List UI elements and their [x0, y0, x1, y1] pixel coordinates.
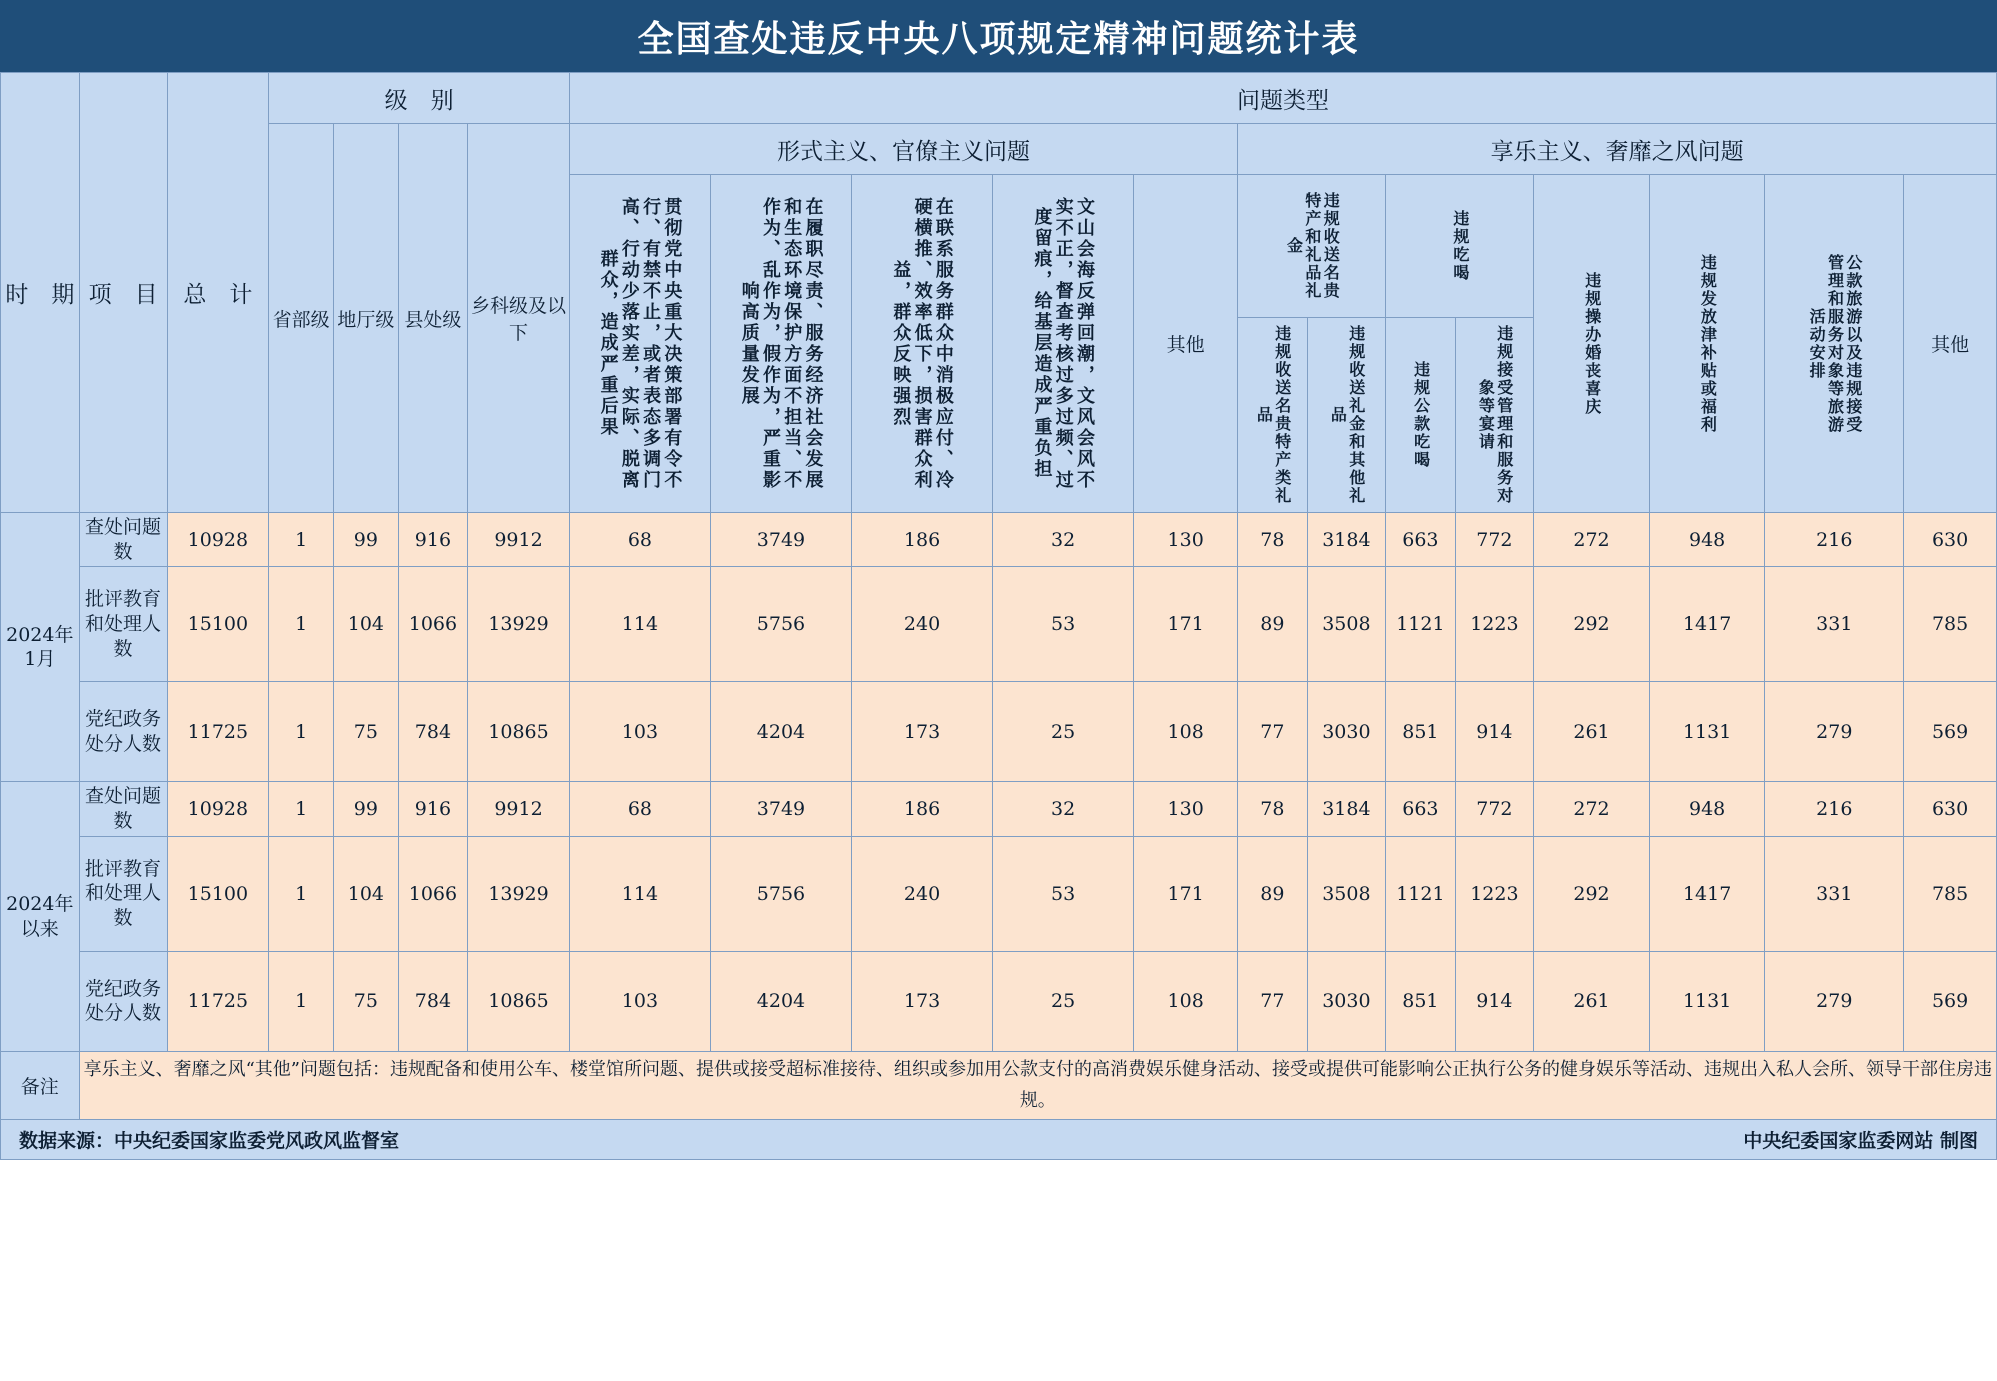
cell: 10865 — [468, 682, 570, 782]
cell: 785 — [1904, 836, 1997, 951]
cell: 9912 — [468, 513, 570, 567]
cell: 292 — [1534, 567, 1650, 682]
cell: 1 — [269, 836, 334, 951]
cell: 240 — [852, 836, 993, 951]
cell-total: 10928 — [167, 513, 269, 567]
footer — [0, 1120, 1997, 1160]
cell: 104 — [334, 836, 399, 951]
row-label: 查处问题数 — [79, 513, 167, 567]
cell: 104 — [334, 567, 399, 682]
cell: 785 — [1904, 567, 1997, 682]
header-total: 总 计 — [167, 73, 269, 513]
cell: 99 — [334, 782, 399, 836]
cell: 3030 — [1307, 682, 1386, 782]
table-row — [1, 836, 1997, 951]
cell: 77 — [1238, 951, 1307, 1051]
cell: 53 — [993, 567, 1134, 682]
cell: 851 — [1386, 682, 1455, 782]
cell: 75 — [334, 682, 399, 782]
cell: 331 — [1765, 567, 1904, 682]
header-formalism-1: 贯彻党中央重大决策部署有令不行、有禁不止，或者表态多调门高、行动少落实差，实际、脱离群众，造成严重后果 — [569, 175, 710, 513]
row-label: 党纪政务处分人数 — [79, 951, 167, 1051]
cell: 1066 — [398, 836, 467, 951]
cell: 1131 — [1649, 682, 1765, 782]
cell: 78 — [1238, 782, 1307, 836]
header-period: 时 期 — [1, 73, 80, 513]
header-formalism-other: 其他 — [1134, 175, 1238, 513]
row-label: 查处问题数 — [79, 782, 167, 836]
cell: 3508 — [1307, 567, 1386, 682]
cell: 916 — [398, 513, 467, 567]
table-row — [1, 951, 1997, 1051]
header-hedonism-allowance: 违规发放津补贴或福利 — [1649, 175, 1765, 513]
cell-total: 10928 — [167, 782, 269, 836]
period-label-2: 2024年以来 — [1, 782, 80, 1051]
cell: 108 — [1134, 951, 1238, 1051]
header-gift-specialty: 违规收送名贵特产类礼品 — [1238, 318, 1307, 513]
header-hedonism-wedding: 违规操办婚丧喜庆 — [1534, 175, 1650, 513]
cell: 3749 — [710, 782, 851, 836]
cell: 68 — [569, 782, 710, 836]
cell: 78 — [1238, 513, 1307, 567]
cell: 1 — [269, 567, 334, 682]
header-group-hedonism: 享乐主义、奢靡之风问题 — [1238, 124, 1997, 175]
header-problem-type: 问题类型 — [569, 73, 1996, 124]
row-label: 批评教育和处理人数 — [79, 836, 167, 951]
cell: 784 — [398, 951, 467, 1051]
header-hedonism-gift-group: 违规收送名贵特产和礼品礼金 — [1238, 175, 1386, 318]
cell: 1417 — [1649, 836, 1765, 951]
cell: 10865 — [468, 951, 570, 1051]
cell: 186 — [852, 782, 993, 836]
header-eat-public-funds: 违规公款吃喝 — [1386, 318, 1455, 513]
note-text: 享乐主义、奢靡之风“其他”问题包括：违规配备和使用公车、楼堂馆所问题、提供或接受超标准接待、组织或参加用公款支付的高消费娱乐健身活动、接受或提供可能影响公正执行公务的健身娱乐等活动、违规出入私人会所、领导干部住房违规。 — [79, 1051, 1996, 1119]
cell: 569 — [1904, 951, 1997, 1051]
footer-source: 数据来源：中央纪委国家监委党风政风监督室 — [19, 1129, 400, 1152]
cell: 130 — [1134, 513, 1238, 567]
cell: 89 — [1238, 567, 1307, 682]
cell: 261 — [1534, 682, 1650, 782]
table-row — [1, 782, 1997, 836]
cell: 914 — [1455, 682, 1534, 782]
statistics-table — [0, 72, 1997, 1120]
cell: 914 — [1455, 951, 1534, 1051]
cell: 114 — [569, 836, 710, 951]
cell: 569 — [1904, 682, 1997, 782]
cell: 279 — [1765, 951, 1904, 1051]
cell: 68 — [569, 513, 710, 567]
cell: 240 — [852, 567, 993, 682]
cell: 99 — [334, 513, 399, 567]
row-label: 党纪政务处分人数 — [79, 682, 167, 782]
cell-total: 15100 — [167, 836, 269, 951]
cell: 1066 — [398, 567, 467, 682]
cell: 851 — [1386, 951, 1455, 1051]
header-hedonism-other: 其他 — [1904, 175, 1997, 513]
table-row — [1, 682, 1997, 782]
cell: 75 — [334, 951, 399, 1051]
cell: 663 — [1386, 782, 1455, 836]
period-label-1: 2024年1月 — [1, 513, 80, 782]
cell: 3508 — [1307, 836, 1386, 951]
cell: 1223 — [1455, 567, 1534, 682]
cell: 103 — [569, 951, 710, 1051]
cell: 261 — [1534, 951, 1650, 1051]
cell: 279 — [1765, 682, 1904, 782]
footer-credit: 中央纪委国家监委网站 制图 — [1743, 1129, 1978, 1152]
header-level-xiangke: 乡科级及以下 — [468, 124, 570, 513]
cell: 272 — [1534, 513, 1650, 567]
header-hedonism-travel: 公款旅游以及违规接受管理和服务对象等旅游活动安排 — [1765, 175, 1904, 513]
cell: 13929 — [468, 567, 570, 682]
cell: 216 — [1765, 782, 1904, 836]
cell: 173 — [852, 951, 993, 1051]
cell: 784 — [398, 682, 467, 782]
cell: 108 — [1134, 682, 1238, 782]
cell: 1 — [269, 782, 334, 836]
cell: 1121 — [1386, 836, 1455, 951]
cell: 13929 — [468, 836, 570, 951]
cell: 4204 — [710, 951, 851, 1051]
cell-total: 11725 — [167, 682, 269, 782]
cell: 103 — [569, 682, 710, 782]
cell: 9912 — [468, 782, 570, 836]
header-hedonism-eat-group: 违规吃喝 — [1386, 175, 1534, 318]
cell: 331 — [1765, 836, 1904, 951]
cell: 171 — [1134, 836, 1238, 951]
cell: 130 — [1134, 782, 1238, 836]
cell: 630 — [1904, 513, 1997, 567]
cell: 1 — [269, 951, 334, 1051]
header-formalism-4: 文山会海反弹回潮，文风会风不实不正，督查考核过多过频、过度留痕，给基层造成严重负担 — [993, 175, 1134, 513]
cell: 171 — [1134, 567, 1238, 682]
header-group-formalism: 形式主义、官僚主义问题 — [569, 124, 1237, 175]
page-title: 全国查处违反中央八项规定精神问题统计表 — [0, 0, 1997, 72]
cell: 77 — [1238, 682, 1307, 782]
cell: 1 — [269, 682, 334, 782]
cell: 3184 — [1307, 782, 1386, 836]
cell: 25 — [993, 951, 1134, 1051]
header-formalism-3: 在联系服务群众中消极应付、冷硬横推、效率低下，损害群众利益，群众反映强烈 — [852, 175, 993, 513]
cell: 1121 — [1386, 567, 1455, 682]
cell: 630 — [1904, 782, 1997, 836]
header-item: 项 目 — [79, 73, 167, 513]
cell: 1131 — [1649, 951, 1765, 1051]
cell: 173 — [852, 682, 993, 782]
cell: 3184 — [1307, 513, 1386, 567]
cell: 89 — [1238, 836, 1307, 951]
header-eat-banquet: 违规接受管理和服务对象等宴请 — [1455, 318, 1534, 513]
header-level-xianchu: 县处级 — [398, 124, 467, 513]
header-level-sheng: 省部级 — [269, 124, 334, 513]
table-row — [1, 567, 1997, 682]
cell: 114 — [569, 567, 710, 682]
row-label: 批评教育和处理人数 — [79, 567, 167, 682]
cell: 25 — [993, 682, 1134, 782]
cell: 1223 — [1455, 836, 1534, 951]
cell: 772 — [1455, 513, 1534, 567]
header-level-diting: 地厅级 — [334, 124, 399, 513]
cell: 948 — [1649, 782, 1765, 836]
table-row — [1, 513, 1997, 567]
cell: 1 — [269, 513, 334, 567]
cell: 292 — [1534, 836, 1650, 951]
cell: 772 — [1455, 782, 1534, 836]
cell: 4204 — [710, 682, 851, 782]
cell: 272 — [1534, 782, 1650, 836]
cell-total: 15100 — [167, 567, 269, 682]
header-row-groups — [1, 124, 1997, 175]
cell: 5756 — [710, 567, 851, 682]
cell: 32 — [993, 782, 1134, 836]
cell: 663 — [1386, 513, 1455, 567]
header-level-group: 级 别 — [269, 73, 570, 124]
header-row-top — [1, 73, 1997, 124]
note-label: 备注 — [1, 1051, 80, 1119]
header-formalism-2: 在履职尽责、服务经济社会发展和生态环境保护方面不担当、不作为、乱作为，假作为，严重影响高质量发展 — [710, 175, 851, 513]
cell: 3749 — [710, 513, 851, 567]
note-row — [1, 1051, 1997, 1119]
cell-total: 11725 — [167, 951, 269, 1051]
cell: 53 — [993, 836, 1134, 951]
cell: 1417 — [1649, 567, 1765, 682]
cell: 32 — [993, 513, 1134, 567]
cell: 3030 — [1307, 951, 1386, 1051]
cell: 916 — [398, 782, 467, 836]
cell: 186 — [852, 513, 993, 567]
header-gift-money: 违规收送礼金和其他礼品 — [1307, 318, 1386, 513]
cell: 5756 — [710, 836, 851, 951]
cell: 216 — [1765, 513, 1904, 567]
cell: 948 — [1649, 513, 1765, 567]
